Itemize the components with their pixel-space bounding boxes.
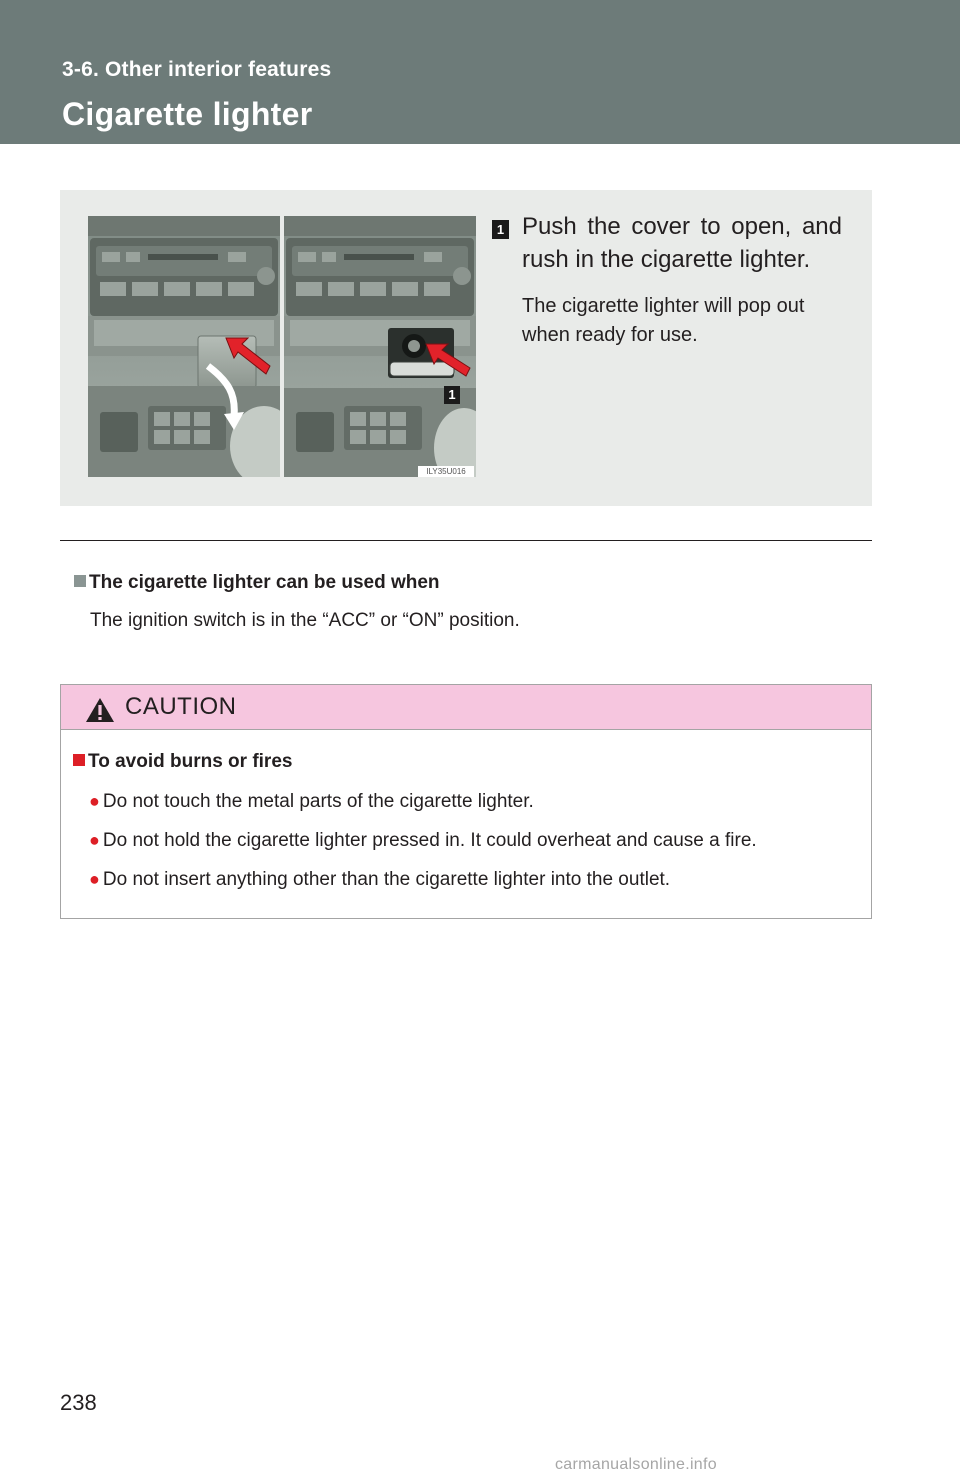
watermark: carmanualsonline.info: [555, 1456, 717, 1473]
red-bullet-icon: ●: [89, 791, 100, 811]
section-label: 3-6. Other interior features: [62, 58, 332, 81]
page-header: [0, 0, 960, 144]
info-text: The ignition switch is in the “ACC” or “ON” position.: [90, 610, 520, 631]
figure-panel: [60, 190, 872, 506]
gray-square-icon: [74, 575, 86, 587]
caution-list: [89, 789, 757, 906]
red-bullet-icon: ●: [89, 830, 100, 850]
photo-lighter-pushed: [284, 216, 476, 477]
section-divider: [60, 540, 872, 541]
caution-item-text: Do not insert anything other than the cigarette lighter into the outlet.: [102, 869, 671, 890]
photo-cover-closed: [88, 216, 280, 477]
caution-heading-text: To avoid burns or fires: [88, 751, 293, 772]
info-heading: [74, 572, 440, 594]
caution-item: [89, 828, 757, 853]
step-note: The cigarette lighter will pop out when ready for use.: [522, 295, 805, 346]
step-instruction: Push the cover to open, and rush in the cigarette lighter.: [522, 213, 842, 273]
caution-box: [60, 684, 872, 919]
caution-item-text: Do not hold the cigarette lighter pressed in. It could overheat and cause a fire.: [102, 830, 757, 851]
step-number-marker: 1: [492, 220, 509, 239]
caution-header: [61, 685, 871, 730]
photo-callout-number: 1: [448, 387, 456, 402]
photo-code: ILY35U016: [418, 466, 474, 477]
caution-title: CAUTION: [125, 693, 237, 720]
info-heading-text: The cigarette lighter can be used when: [89, 572, 440, 593]
caution-heading: [73, 751, 292, 773]
page-number: 238: [60, 1390, 97, 1415]
red-bullet-icon: ●: [89, 869, 100, 889]
red-square-icon: [73, 754, 85, 766]
page-title: Cigarette lighter: [62, 96, 313, 132]
caution-item: [89, 867, 757, 892]
caution-item: [89, 789, 757, 814]
warning-triangle-icon: [85, 697, 115, 723]
caution-item-text: Do not touch the metal parts of the cigarette lighter.: [102, 791, 534, 812]
